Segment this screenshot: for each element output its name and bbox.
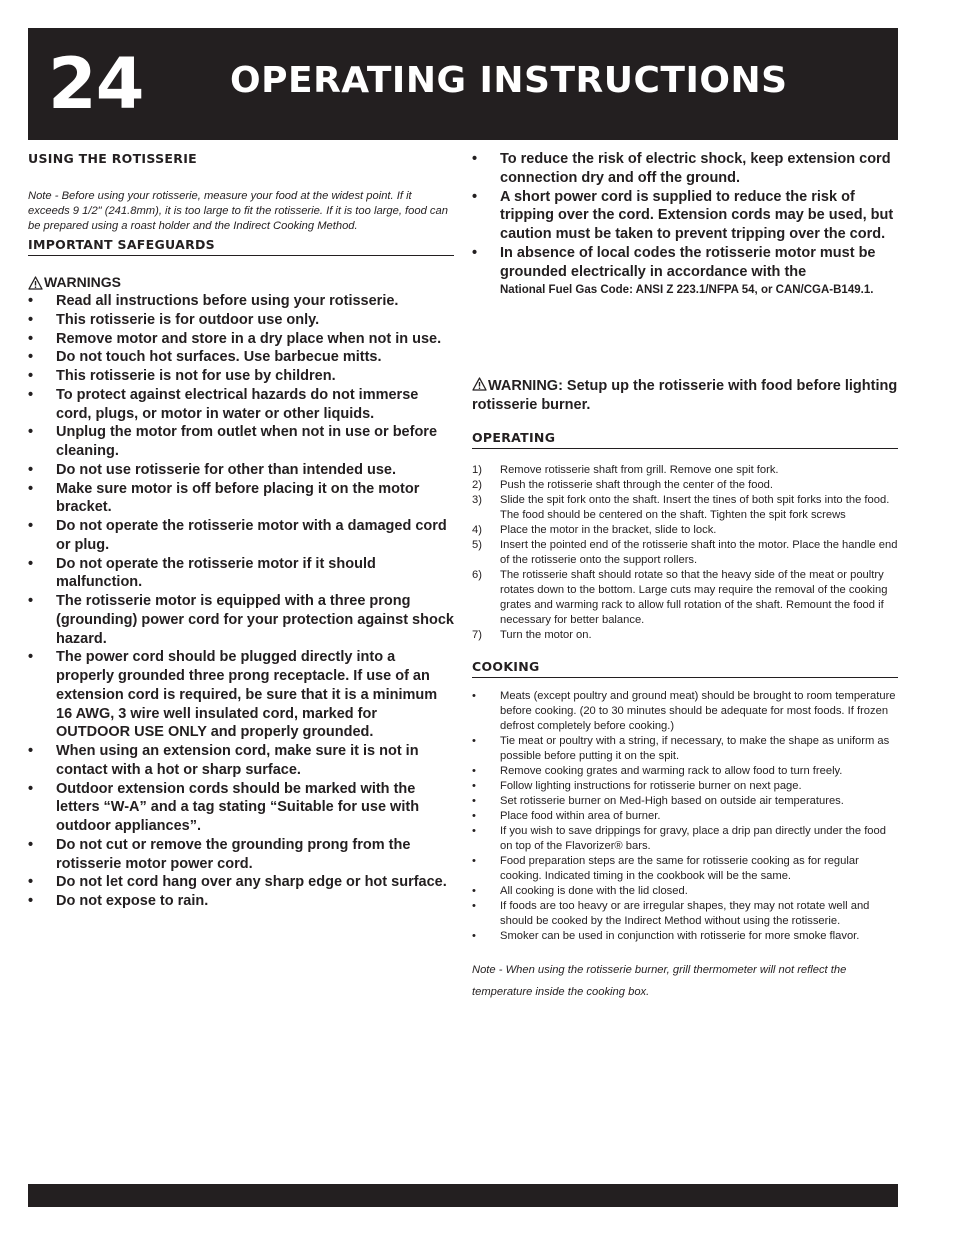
list-item: 4) Place the motor in the bracket, slide to lock. (472, 524, 717, 537)
warning-triangle-icon (472, 377, 487, 391)
list-item: 3) Slide the spit fork onto the shaft. Insert the tines of both spit forks into the food. The food should be centered on the shaft. Tighten the spit fork screws (472, 494, 890, 522)
list-item: • Do not cut or remove the grounding prong from the rotisserie motor power cord. (28, 836, 454, 874)
list-item: • Remove motor and store in a dry place when not in use. (28, 330, 454, 349)
list-item: • Make sure motor is off before placing it on the motor bracket. (28, 480, 454, 518)
page-number: 24 (48, 43, 144, 125)
list-item: • The rotisserie motor is equipped with a three prong (grounding) power cord for your protection against shock hazard. (28, 592, 454, 648)
list-item: • If you wish to save drippings for gravy, place a drip pan directly under the food on top of the Flavorizer® bars. (472, 824, 898, 854)
rotisserie-heading: USING THE ROTISSERIE (28, 151, 197, 166)
list-item: • Follow lighting instructions for rotisserie burner on next page. (472, 779, 898, 794)
list-item: • In absence of local codes the rotisserie motor must be grounded electrically in accordance with the (472, 244, 898, 282)
list-item: • Do not touch hot surfaces. Use barbecue mitts. (28, 348, 454, 367)
list-item: • Outdoor extension cords should be marked with the letters “W-A” and a tag stating “Suitable for use with outdoor appliances”. (28, 780, 454, 836)
warning-triangle-icon (28, 276, 43, 290)
setup-warning (472, 377, 898, 415)
page-header (28, 28, 898, 140)
warnings-list-continued (472, 150, 898, 281)
list-item: • This rotisserie is for outdoor use only. (28, 311, 454, 330)
list-item: • When using an extension cord, make sure it is not in contact with a hot or sharp surface. (28, 742, 454, 780)
right-column (472, 150, 898, 1003)
page-footer-bar (28, 1184, 898, 1207)
rotisserie-size-note: Note - Before using your rotisserie, measure your food at the widest point. If it exceeds 9 1/2" (241.8mm), it is too large to fit the rotisserie. If it is too large, food can be prepared using a roast holder and the Indirect Cooking Method. (28, 190, 448, 232)
list-item: • Unplug the motor from outlet when not in use or before cleaning. (28, 423, 454, 461)
list-item: • All cooking is done with the lid closed. (472, 884, 898, 899)
list-item: • Do not expose to rain. (28, 892, 454, 911)
operating-steps (472, 463, 898, 643)
list-item: • If foods are too heavy or are irregular shapes, they may not rotate well and should be cooked by the Indirect Method without using the rotisserie. (472, 899, 898, 929)
cooking-heading: COOKING (472, 659, 898, 678)
page-title: OPERATING INSTRUCTIONS (230, 60, 788, 101)
list-item: • Do not use rotisserie for other than intended use. (28, 461, 454, 480)
safeguards-heading: IMPORTANT SAFEGUARDS (28, 237, 454, 256)
list-item: 7) Turn the motor on. (472, 629, 592, 642)
list-item: • To protect against electrical hazards do not immerse cord, plugs, or motor in water or other liquids. (28, 386, 454, 424)
list-item: • A short power cord is supplied to reduce the risk of tripping over the cord. Extension cords may be used, but caution must be taken to prevent tripping over the cord. (472, 188, 898, 244)
left-column (28, 150, 454, 911)
warnings-label: WARNINGS (44, 274, 121, 290)
list-item: 5) Insert the pointed end of the rotisserie shaft into the motor. Place the handle end of the rotisserie onto the support rollers. (472, 539, 898, 567)
list-item: • Place food within area of burner. (472, 809, 898, 824)
list-item: • The power cord should be plugged directly into a properly grounded three prong receptacle. If use of an extension cord is required, be sure that it is a minimum 16 AWG, 3 wire well insulated cord, marked for OUTDOOR USE ONLY and properly grounded. (28, 648, 454, 742)
cooking-tips (472, 689, 898, 944)
list-item: • This rotisserie is not for use by children. (28, 367, 454, 386)
list-item: 6) The rotisserie shaft should rotate so that the heavy side of the meat or poultry rotates down to the bottom. Large cuts may require the removal of the cooking grates and warming rack to allow full rotation of the shaft. Remount the food if necessary for better balance. (472, 569, 888, 627)
cooking-note: Note - When using the rotisserie burner, grill thermometer will not reflect the temperature inside the cooking box. (472, 964, 847, 999)
list-item: • Set rotisserie burner on Med-High based on outside air temperatures. (472, 794, 898, 809)
list-item: • To reduce the risk of electric shock, keep extension cord connection dry and off the ground. (472, 150, 898, 188)
warnings-list (28, 292, 454, 911)
list-item: • Do not operate the rotisserie motor with a damaged cord or plug. (28, 517, 454, 555)
list-item: • Read all instructions before using your rotisserie. (28, 292, 454, 311)
list-item: • Smoker can be used in conjunction with rotisserie for more smoke flavor. (472, 929, 898, 944)
gas-code-text: National Fuel Gas Code: ANSI Z 223.1/NFPA 54, or CAN/CGA-B149.1. (500, 284, 874, 297)
list-item: • Tie meat or poultry with a string, if necessary, to make the shape as uniform as possible before putting it on the spit. (472, 734, 898, 764)
list-item: 1) Remove rotisserie shaft from grill. Remove one spit fork. (472, 464, 779, 477)
list-item: • Meats (except poultry and ground meat) should be brought to room temperature before cooking. (20 to 30 minutes should be adequate for most foods. If frozen defrost completely before cooking.) (472, 689, 898, 734)
warnings-heading (28, 273, 454, 292)
list-item: • Remove cooking grates and warming rack to allow food to turn freely. (472, 764, 898, 779)
list-item: 2) Push the rotisserie shaft through the center of the food. (472, 479, 774, 492)
list-item: • Do not operate the rotisserie motor if it should malfunction. (28, 555, 454, 593)
list-item: • Food preparation steps are the same for rotisserie cooking as for regular cooking. Indicated timing in the cookbook will be the same. (472, 854, 898, 884)
operating-heading: OPERATING (472, 430, 898, 449)
list-item: • Do not let cord hang over any sharp edge or hot surface. (28, 873, 454, 892)
setup-warning-text: WARNING: Setup up the rotisserie with food before lighting rotisserie burner. (472, 378, 898, 414)
